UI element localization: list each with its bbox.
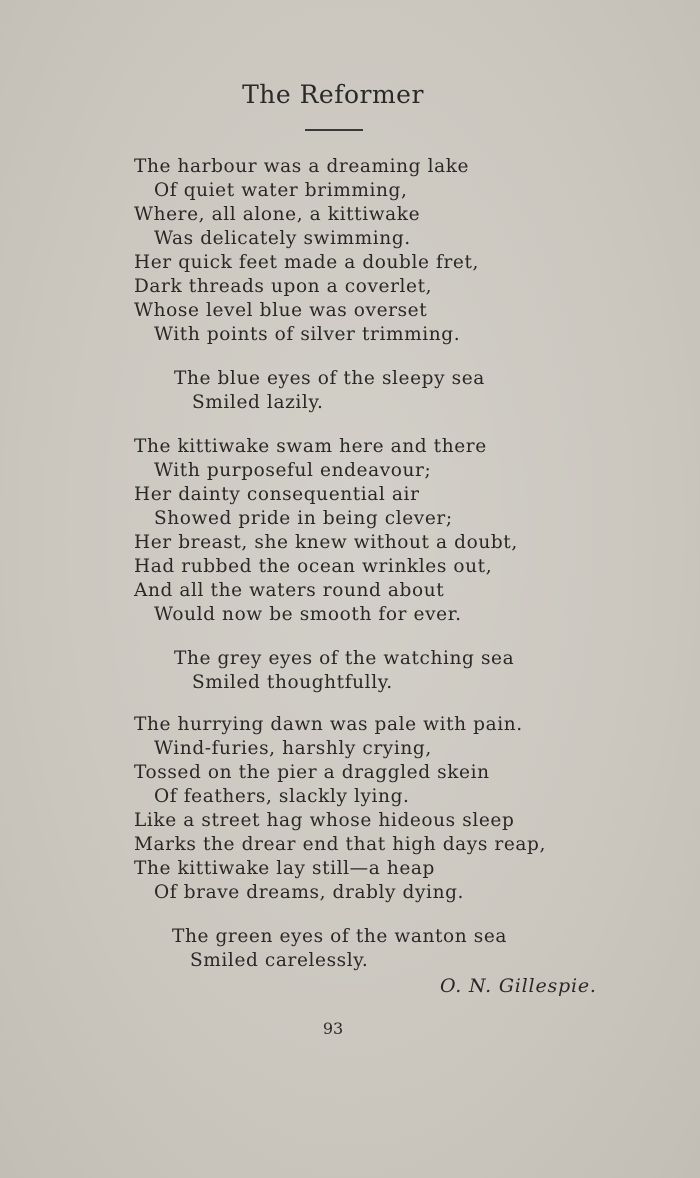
- stanza-3-line-2: Wind-furies, harshly crying,: [154, 738, 432, 759]
- poem-title: The Reformer: [242, 80, 424, 109]
- stanza-1-line-8: With points of silver trimming.: [154, 324, 461, 345]
- stanza-1-line-1: The harbour was a dreaming lake: [134, 156, 470, 177]
- stanza-3-line-6: Marks the drear end that high days reap,: [134, 834, 546, 855]
- stanza-3-line-4: Of feathers, slackly lying.: [154, 786, 410, 807]
- stanza-1-line-4: Was delicately swimming.: [154, 228, 411, 249]
- page-number: 93: [322, 1019, 344, 1038]
- stanza-2-line-2: With purposeful endeavour;: [154, 460, 432, 481]
- stanza-2-line-8: Would now be smooth for ever.: [154, 604, 462, 625]
- refrain-3-line-2: Smiled carelessly.: [190, 950, 369, 971]
- title-divider: [305, 129, 363, 131]
- stanza-2-line-7: And all the waters round about: [134, 580, 445, 601]
- stanza-3-line-1: The hurrying dawn was pale with pain.: [134, 714, 523, 735]
- stanza-2-line-4: Showed pride in being clever;: [154, 508, 453, 529]
- stanza-3-line-5: Like a street hag whose hideous sleep: [134, 810, 515, 831]
- stanza-2-line-6: Had rubbed the ocean wrinkles out,: [134, 556, 493, 577]
- stanza-3-line-3: Tossed on the pier a draggled skein: [134, 762, 490, 783]
- refrain-2-line-2: Smiled thoughtfully.: [192, 672, 393, 693]
- stanza-2-line-3: Her dainty consequential air: [134, 484, 420, 505]
- author-signature: O. N. Gillespie.: [440, 975, 597, 997]
- stanza-1-line-6: Dark threads upon a coverlet,: [134, 276, 433, 297]
- stanza-1-line-2: Of quiet water brimming,: [154, 180, 408, 201]
- stanza-1-line-7: Whose level blue was overset: [134, 300, 428, 321]
- refrain-1-line-1: The blue eyes of the sleepy sea: [174, 368, 485, 389]
- stanza-3-line-8: Of brave dreams, drably dying.: [154, 882, 465, 903]
- stanza-3-line-7: The kittiwake lay still—a heap: [134, 858, 436, 879]
- stanza-2-line-5: Her breast, she knew without a doubt,: [134, 532, 518, 553]
- stanza-1-line-5: Her quick feet made a double fret,: [134, 252, 479, 273]
- refrain-3-line-1: The green eyes of the wanton sea: [172, 926, 508, 947]
- stanza-2-line-1: The kittiwake swam here and there: [134, 436, 487, 457]
- stanza-1-line-3: Where, all alone, a kittiwake: [134, 204, 421, 225]
- refrain-1-line-2: Smiled lazily.: [192, 392, 324, 413]
- refrain-2-line-1: The grey eyes of the watching sea: [174, 648, 515, 669]
